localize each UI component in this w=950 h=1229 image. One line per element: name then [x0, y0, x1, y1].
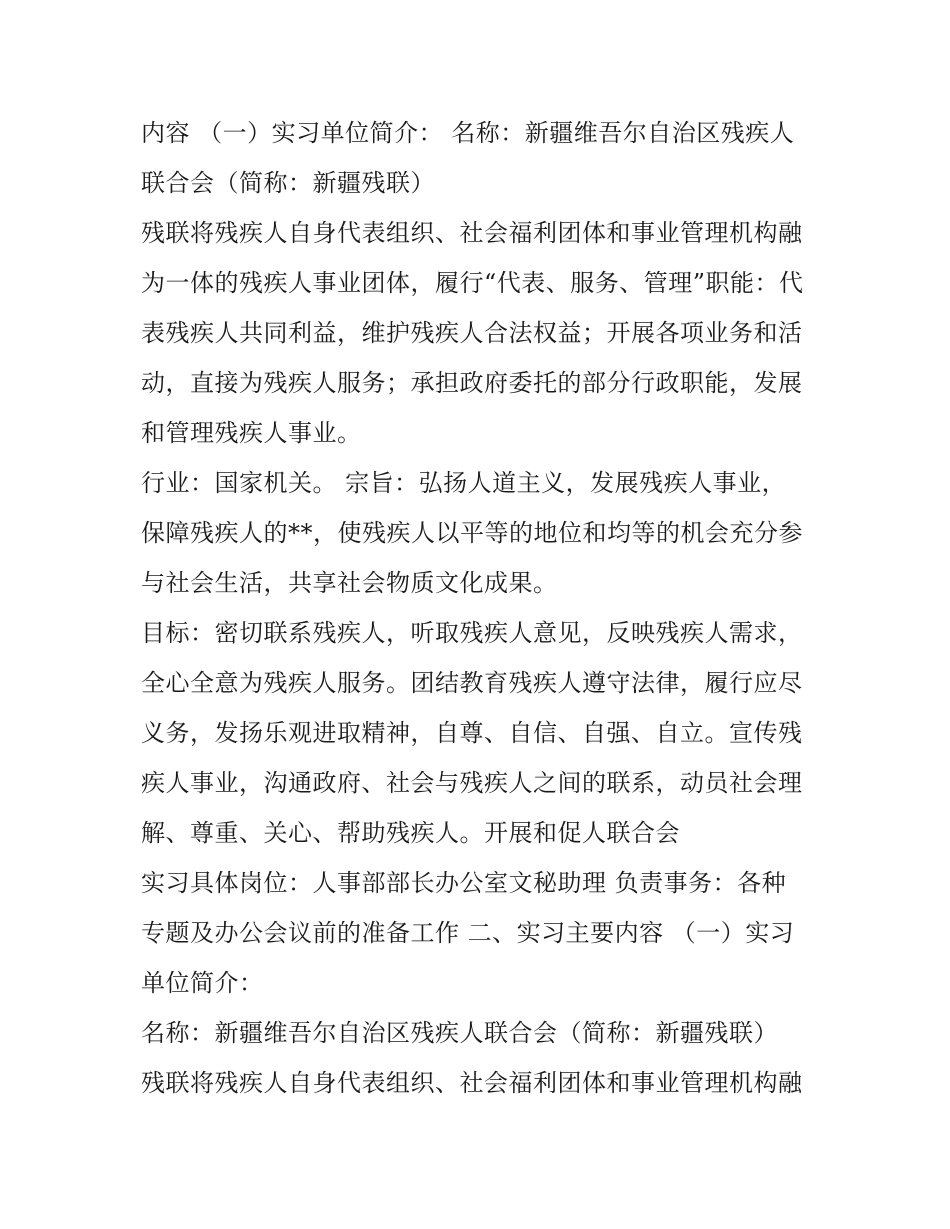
text-line: 全心全意为残疾人服务。团结教育残疾人遵守法律，履行应尽: [141, 669, 803, 697]
text-line: 与社会生活，共享社会物质文化成果。: [141, 569, 558, 597]
text-line: 表残疾人共同利益，维护残疾人合法权益；开展各项业务和活: [141, 319, 803, 347]
text-line: 目标：密切联系残疾人，听取残疾人意见，反映残疾人需求，: [141, 619, 803, 647]
text-line: 保障残疾人的**，使残疾人以平等的地位和均等的机会充分参: [141, 519, 803, 547]
text-line: 义务，发扬乐观进取精神，自尊、自信、自强、自立。宣传残: [141, 719, 803, 747]
text-line: 内容 （一）实习单位简介： 名称：新疆维吾尔自治区残疾人: [141, 119, 795, 147]
text-line: 专题及办公会议前的准备工作 二、实习主要内容 （一）实习: [141, 919, 795, 947]
text-line: 为一体的残疾人事业团体，履行“代表、服务、管理”职能：代: [141, 269, 804, 297]
text-line: 动，直接为残疾人服务；承担政府委托的部分行政职能，发展: [141, 369, 803, 397]
text-line: 实习具体岗位：人事部部长办公室文秘助理 负责事务：各种: [141, 869, 787, 897]
text-line: 疾人事业，沟通政府、社会与残疾人之间的联系，动员社会理: [141, 769, 803, 797]
text-line: 和管理残疾人事业。: [141, 419, 362, 447]
document-body: [141, 108, 821, 1108]
text-line: 残联将残疾人自身代表组织、社会福利团体和事业管理机构融: [141, 1069, 803, 1097]
text-line: 行业：国家机关。 宗旨：弘扬人道主义，发展残疾人事业，: [141, 469, 787, 497]
text-line: 名称：新疆维吾尔自治区残疾人联合会（简称：新疆残联）: [141, 1019, 778, 1047]
text-line: 单位简介：: [141, 969, 264, 997]
text-line: 解、尊重、关心、帮助残疾人。开展和促人联合会: [141, 819, 680, 847]
text-line: 残联将残疾人自身代表组织、社会福利团体和事业管理机构融: [141, 219, 803, 247]
text-line: 联合会（简称：新疆残联）: [141, 169, 435, 197]
